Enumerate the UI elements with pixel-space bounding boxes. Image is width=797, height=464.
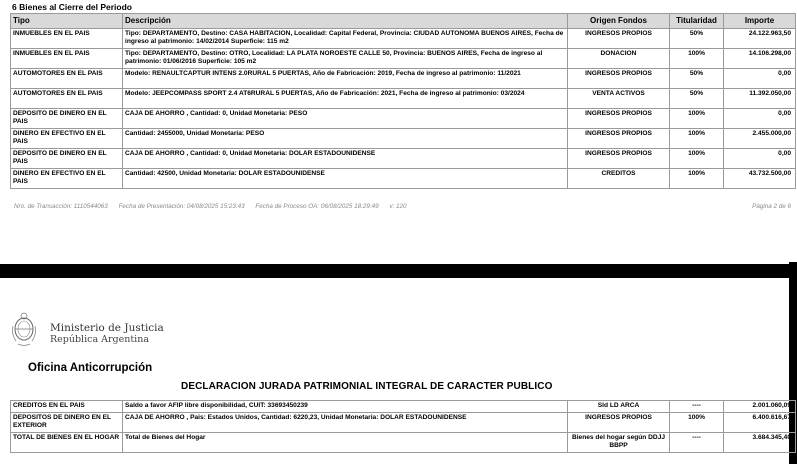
cell-titularidad: 100% <box>670 169 724 189</box>
cell-importe: 11.392.050,00 <box>724 89 796 109</box>
cell-origen: VENTA ACTIVOS <box>568 89 670 109</box>
cell-tipo: AUTOMOTORES EN EL PAIS <box>11 89 123 109</box>
presentation-date: Fecha de Presentación: 04/08/2025 15:23:43 <box>118 203 245 210</box>
cell-titularidad: 100% <box>670 109 724 129</box>
cell-descripcion: Tipo: DEPARTAMENTO, Destino: OTRO, Localidad: LA PLATA NOROESTE CALLE 50, Provincia: BUENOS AIRES, Fecha de ingreso al patrimonio: 01/06/2016 Superficie: 105 m2 <box>123 49 568 69</box>
cell-importe: 3.684.345,40 <box>724 433 796 453</box>
assets-table-continued <box>10 400 796 453</box>
declaration-title: DECLARACION JURADA PATRIMONIAL INTEGRAL DE CARACTER PUBLICO <box>181 381 553 392</box>
table-row <box>11 89 796 109</box>
cell-tipo: DINERO EN EFECTIVO EN EL PAIS <box>11 129 123 149</box>
cell-origen: Bienes del hogar según DDJJ BBPP <box>568 433 670 453</box>
cell-tipo: TOTAL DE BIENES EN EL HOGAR <box>11 433 123 453</box>
cell-tipo: AUTOMOTORES EN EL PAIS <box>11 69 123 89</box>
cell-origen: CREDITOS <box>568 169 670 189</box>
cell-tipo: CREDITOS EN EL PAIS <box>11 401 123 413</box>
page-number: Página 2 de 6 <box>752 203 791 210</box>
cell-titularidad: ---- <box>670 433 724 453</box>
cell-titularidad: 100% <box>670 129 724 149</box>
cell-tipo: INMUEBLES EN EL PAIS <box>11 29 123 49</box>
cell-origen: INGRESOS PROPIOS <box>568 413 670 433</box>
cell-origen: INGRESOS PROPIOS <box>568 129 670 149</box>
cell-importe: 2.001.060,09 <box>724 401 796 413</box>
cell-origen: INGRESOS PROPIOS <box>568 109 670 129</box>
cell-descripcion: Modelo: RENAULTCAPTUR INTENS 2.0RURAL 5 PUERTAS, Año de Fabricación: 2019, Fecha de ingreso al patrimonio: 11/2021 <box>123 69 568 89</box>
cell-titularidad: 50% <box>670 69 724 89</box>
cell-importe: 43.732.500,00 <box>724 169 796 189</box>
table-row <box>11 69 796 89</box>
table-row <box>11 169 796 189</box>
cell-titularidad: 100% <box>670 413 724 433</box>
cell-descripcion: Cantidad: 42500, Unidad Monetaria: DOLAR ESTADOUNIDENSE <box>123 169 568 189</box>
header-descripcion: Descripción <box>123 14 568 29</box>
table-row <box>11 129 796 149</box>
cell-importe: 24.122.963,50 <box>724 29 796 49</box>
cell-titularidad: 50% <box>670 89 724 109</box>
table-row <box>11 401 796 413</box>
cell-tipo: DEPOSITO DE DINERO EN EL PAIS <box>11 109 123 129</box>
cell-importe: 0,00 <box>724 149 796 169</box>
cell-titularidad: 50% <box>670 29 724 49</box>
cell-origen: INGRESOS PROPIOS <box>568 69 670 89</box>
cell-descripcion: Cantidad: 2455000, Unidad Monetaria: PESO <box>123 129 568 149</box>
cell-tipo: INMUEBLES EN EL PAIS <box>11 49 123 69</box>
process-date: Fecha de Proceso OA: 06/08/2025 18:29:49 <box>255 203 379 210</box>
ministry-logo-text <box>50 323 164 345</box>
cell-titularidad: 100% <box>670 149 724 169</box>
table-header-row <box>11 14 796 29</box>
table-row <box>11 49 796 69</box>
office-title: Oficina Anticorrupción <box>28 362 153 374</box>
transaction-number: Nro. de Transacción: 1110544063 <box>14 203 108 210</box>
table-row <box>11 109 796 129</box>
table-row <box>11 433 796 453</box>
transaction-footer <box>14 203 416 210</box>
cell-tipo: DEPOSITOS DE DINERO EN EL EXTERIOR <box>11 413 123 433</box>
page-3 <box>0 278 789 464</box>
cell-titularidad: 100% <box>670 49 724 69</box>
national-seal-icon <box>10 308 38 348</box>
cell-origen: INGRESOS PROPIOS <box>568 29 670 49</box>
table-row <box>11 413 796 433</box>
cell-tipo: DEPOSITO DE DINERO EN EL PAIS <box>11 149 123 169</box>
assets-table <box>10 13 796 189</box>
header-origen: Origen Fondos <box>568 14 670 29</box>
cell-origen: INGRESOS PROPIOS <box>568 149 670 169</box>
cell-descripcion: CAJA DE AHORRO , Cantidad: 0, Unidad Monetaria: DOLAR ESTADOUNIDENSE <box>123 149 568 169</box>
cell-descripcion: Tipo: DEPARTAMENTO, Destino: CASA HABITACION, Localidad: Capital Federal, Provincia: CIUDAD AUTONOMA BUENOS AIRES, Fecha de ingreso al patrimonio: 14/02/2014 Superficie: 115 m2 <box>123 29 568 49</box>
table-row <box>11 29 796 49</box>
republic-name: República Argentina <box>50 334 149 345</box>
header-importe: Importe <box>724 14 796 29</box>
header-titularidad: Titularidad <box>670 14 724 29</box>
cell-importe: 0,00 <box>724 69 796 89</box>
cell-tipo: DINERO EN EFECTIVO EN EL PAIS <box>11 169 123 189</box>
ministry-name: Ministerio de Justicia <box>50 322 164 334</box>
cell-descripcion: Saldo a favor AFIP libre disponibilidad, CUIT: 33693450239 <box>123 401 568 413</box>
cell-origen: DONACION <box>568 49 670 69</box>
cell-importe: 6.400.616,67 <box>724 413 796 433</box>
cell-importe: 14.106.298,00 <box>724 49 796 69</box>
cell-descripcion: CAJA DE AHORRO , Pais: Estados Unidos, Cantidad: 6220,23, Unidad Monetaria: DOLAR ESTADOUNIDENSE <box>123 413 568 433</box>
version: v: 120 <box>389 203 407 210</box>
cell-importe: 2.455.000,00 <box>724 129 796 149</box>
page-separator <box>0 264 797 278</box>
cell-descripcion: Modelo: JEEPCOMPASS SPORT 2.4 AT6RURAL 5 PUERTAS, Año de Fabricación: 2021, Fecha de ingreso al patrimonio: 03/2024 <box>123 89 568 109</box>
cell-origen: Sld LD ARCA <box>568 401 670 413</box>
cell-importe: 0,00 <box>724 109 796 129</box>
section-title: 6 Bienes al Cierre del Periodo <box>12 2 132 12</box>
cell-descripcion: CAJA DE AHORRO , Cantidad: 0, Unidad Monetaria: PESO <box>123 109 568 129</box>
header-tipo: Tipo <box>11 14 123 29</box>
table-row <box>11 149 796 169</box>
cell-descripcion: Total de Bienes del Hogar <box>123 433 568 453</box>
cell-titularidad: ---- <box>670 401 724 413</box>
